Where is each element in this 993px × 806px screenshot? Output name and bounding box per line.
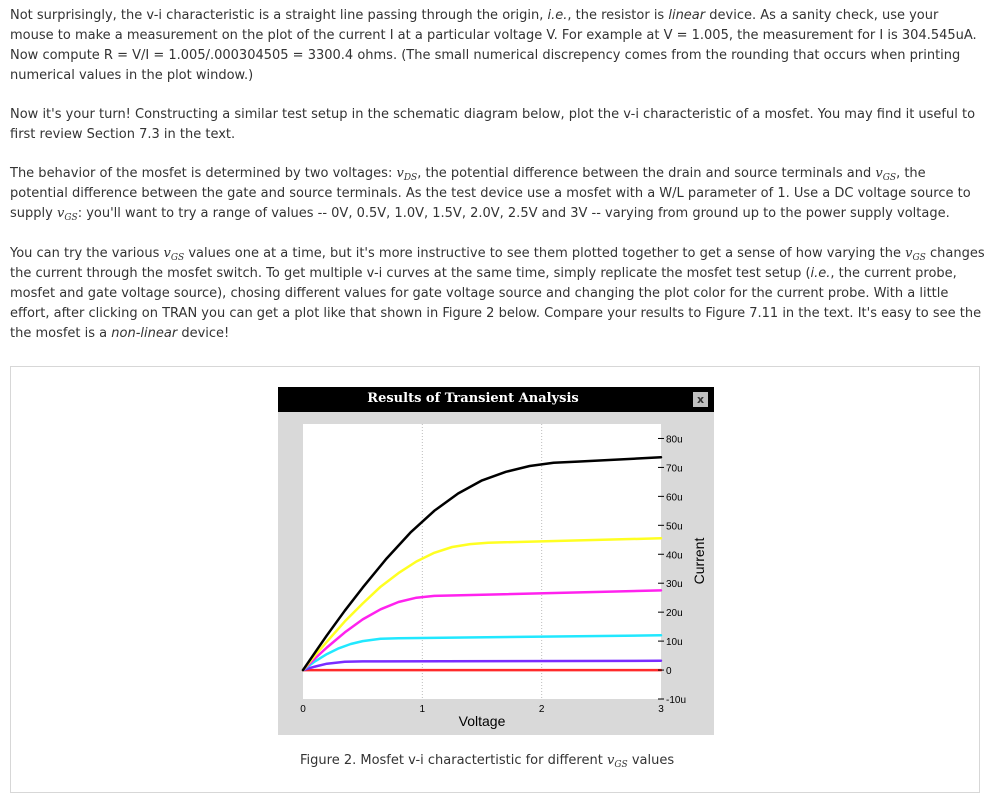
figure-caption xyxy=(300,752,674,770)
math-vgs: $v_{GS}$ xyxy=(606,753,628,770)
math-vgs: $v_{GS}$ xyxy=(905,246,926,263)
caption-text: Figure 2. Mosfet v-i charactertistic for different xyxy=(300,753,607,768)
y-axis-label: Current xyxy=(691,537,707,585)
close-button[interactable]: x xyxy=(693,392,708,407)
emphasis-linear: linear xyxy=(668,8,706,23)
paragraph-text: changes the current through the mosfet switch. To get multiple v-i curves at the same time, simply replicate the mosfet test setup ( xyxy=(10,246,985,281)
emphasis-ie: i.e. xyxy=(547,8,568,23)
x-tick-label: 1 xyxy=(419,704,426,715)
math-vgs: $v_{GS}$ xyxy=(163,246,185,263)
paragraph-text: device! xyxy=(177,326,230,341)
emphasis-nonlinear: non-linear xyxy=(111,326,178,341)
paragraph-text: , the potential difference between the drain and source terminals and xyxy=(417,166,876,181)
y-tick-label: 10u xyxy=(666,637,683,649)
paragraph-text: : you'll want to try a range of values -- 0V, 0.5V, 1.0V, 1.5V, 2.0V, 2.5V and 3V -- varying from ground up to the power supply voltage. xyxy=(77,206,950,221)
paragraph-text: Now it's your turn! Constructing a similar test setup in the schematic diagram below, plot the v-i characteristic of a mosfet. You may find it useful to first review Section 7.3 in the text. xyxy=(10,107,976,142)
y-tick-label: 30u xyxy=(666,579,683,591)
plot-title: Results of Transient Analysis xyxy=(367,391,579,406)
paragraph-text: The behavior of the mosfet is determined by two voltages: xyxy=(10,166,397,181)
y-tick-label: 80u xyxy=(666,434,683,446)
plot-window xyxy=(278,387,714,735)
x-tick-label: 3 xyxy=(658,704,664,715)
y-tick-label: 20u xyxy=(666,608,683,620)
x-axis-label: Voltage xyxy=(458,713,506,729)
vi-chart[interactable] xyxy=(278,412,714,735)
paragraph-mosfet-voltages xyxy=(10,164,985,224)
caption-text: values xyxy=(627,753,675,768)
paragraph-text: Not surprisingly, the v-i characteristic is a straight line passing through the origin, xyxy=(10,8,548,23)
math-vgs: $v_{GS}$ xyxy=(56,206,78,223)
math-vgs: $v_{GS}$ xyxy=(875,166,897,183)
paragraph-text: , the resistor is xyxy=(567,8,669,23)
paragraph-multiple-curves xyxy=(10,244,985,344)
y-tick-label: 70u xyxy=(666,463,683,475)
paragraph-text: values one at a time, but it's more instructive to see them plotted together to get a sense of how varying the xyxy=(184,246,906,261)
y-tick-label: -10u xyxy=(666,695,687,706)
y-tick-label: 0 xyxy=(666,666,672,678)
y-tick-label: 50u xyxy=(666,521,683,533)
paragraph-resistor-result xyxy=(10,6,985,86)
y-tick-label: 40u xyxy=(666,550,683,562)
paragraph-text: You can try the various xyxy=(10,246,164,261)
paragraph-text: device. As a sanity check, use your mouse to make a measurement on the plot of the current I at a particular voltage V. For example at V = 1.005, the measurement for I is 304.545uA. Now compute R = V/I = 1.005/.000304505 = 3300.4 ohms. (The small numerical discrepency comes from the rounding that occurs when printing numerical values in the plot window.) xyxy=(10,8,977,83)
paragraph-your-turn xyxy=(10,105,985,145)
x-tick-label: 0 xyxy=(300,704,306,715)
paragraph-text: , the current probe, mosfet and gate voltage source), chosing different values for gate voltage source and changing the plot color for the current probe. With a little effort, after clicking on TRAN you can get a plot like that shown in Figure 2 below. Compare your results to Figure 7.11 in the text. It's easy to see the the mosfet is a xyxy=(10,266,982,341)
plot-area xyxy=(303,424,661,699)
x-tick-label: 2 xyxy=(538,704,545,715)
math-vds: $v_{DS}$ xyxy=(396,166,418,183)
y-tick-label: 60u xyxy=(666,492,683,504)
paragraph-text: , the potential difference between the gate and source terminals. As the test device use a mosfet with a W/L parameter of 1. Use a DC voltage source to supply xyxy=(10,166,971,221)
emphasis-ie: i.e. xyxy=(810,266,831,281)
plot-title-bar[interactable] xyxy=(278,387,714,412)
